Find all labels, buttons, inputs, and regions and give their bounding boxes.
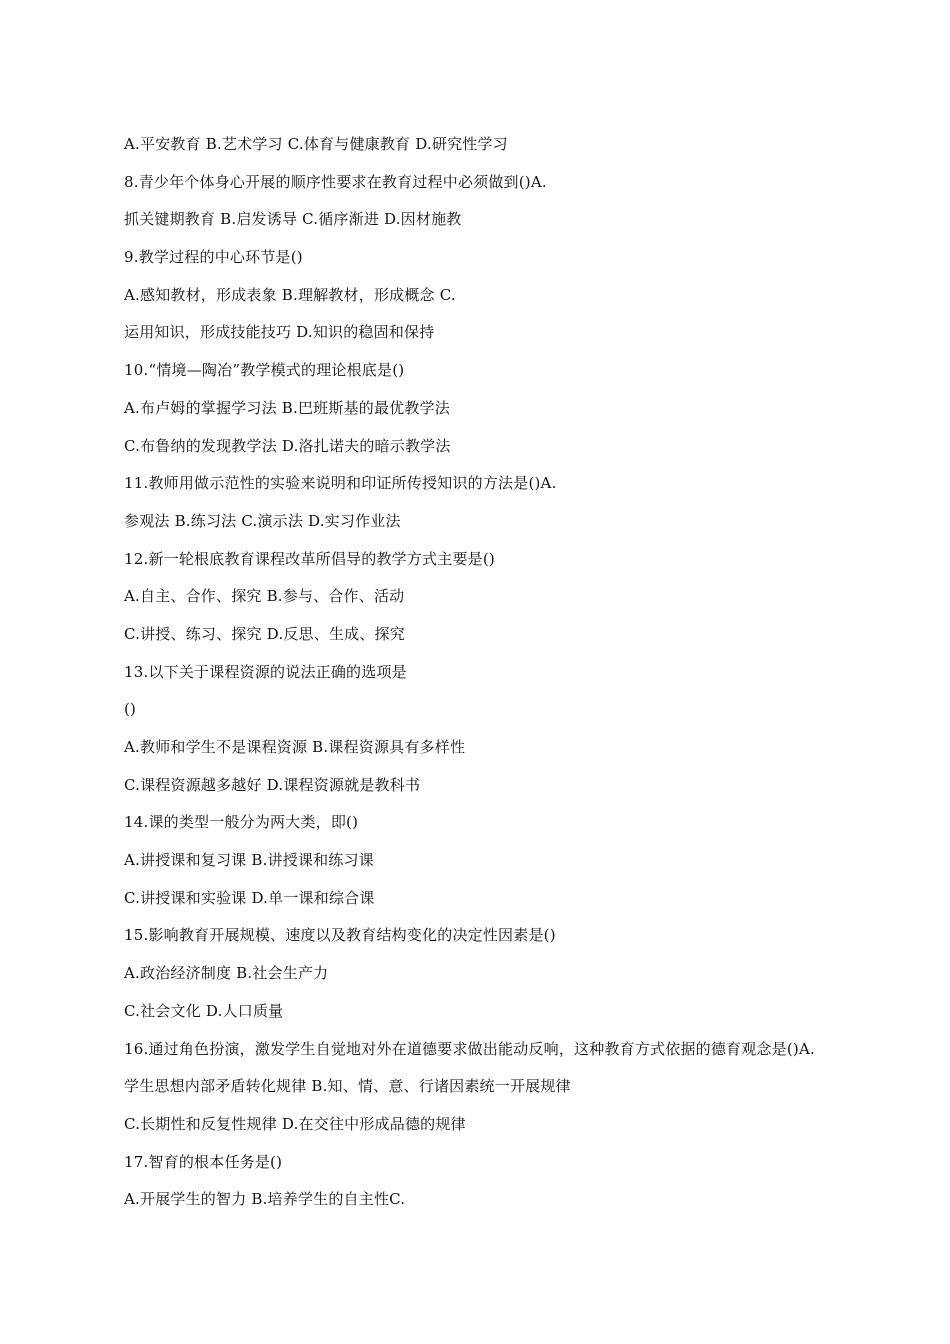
question-16: 16.通过角色扮演，激发学生自觉地对外在道德要求做出能动反响，这种教育方式依据的德育观念是()A. bbox=[124, 1039, 815, 1058]
text-line: A.自主、合作、探究 B.参与、合作、活动 bbox=[124, 587, 405, 606]
text-line: 抓关键期教育 B.启发诱导 C.循序渐进 D.因材施教 bbox=[124, 210, 462, 229]
text-line: A.平安教育 B.艺术学习 C.体育与健康教育 D.研究性学习 bbox=[124, 135, 508, 153]
text-line: C.长期性和反复性规律 D.在交往中形成品德的规律 bbox=[124, 1114, 466, 1133]
question-14: 14.课的类型一般分为两大类，即() bbox=[124, 813, 359, 832]
text-line: C.课程资源越多越好 D.课程资源就是教科书 bbox=[124, 775, 421, 794]
question-17: 17.智育的根本任务是() bbox=[124, 1152, 283, 1171]
text-line: C.讲授、练习、探究 D.反思、生成、探究 bbox=[124, 624, 405, 643]
text-line: A.开展学生的智力 B.培养学生的自主性C. bbox=[124, 1190, 406, 1209]
text-line: C.社会文化 D.人口质量 bbox=[124, 1001, 284, 1020]
text-line: () bbox=[124, 700, 137, 719]
text-line: C.讲授课和实验课 D.单一课和综合课 bbox=[124, 888, 375, 907]
text-line: A.政治经济制度 B.社会生产力 bbox=[124, 964, 329, 983]
text-line: A.感知教材，形成表象 B.理解教材，形成概念 C. bbox=[124, 285, 456, 304]
text-line: 运用知识，形成技能技巧 D.知识的稳固和保持 bbox=[124, 323, 435, 342]
document-body bbox=[124, 131, 904, 1224]
text-line: 学生思想内部矛盾转化规律 B.知、情、意、行诸因素统一开展规律 bbox=[124, 1077, 571, 1096]
question-13: 13.以下关于课程资源的说法正确的选项是 bbox=[124, 662, 407, 681]
text-line: A.布卢姆的掌握学习法 B.巴班斯基的最优教学法 bbox=[124, 398, 450, 417]
text-line: C.布鲁纳的发现教学法 D.洛扎诺夫的暗示教学法 bbox=[124, 436, 451, 455]
question-12: 12.新一轮根底教育课程改革所倡导的教学方式主要是() bbox=[124, 549, 495, 568]
question-15: 15.影响教育开展规模、速度以及教育结构变化的决定性因素是() bbox=[124, 926, 556, 945]
text-line: A.教师和学生不是课程资源 B.课程资源具有多样性 bbox=[124, 738, 466, 756]
text-line: A.讲授课和复习课 B.讲授课和练习课 bbox=[124, 851, 374, 870]
question-9: 9.教学过程的中心环节是() bbox=[124, 248, 303, 267]
question-10: 10.“情境—陶冶”教学模式的理论根底是() bbox=[124, 361, 405, 380]
text-line: 参观法 B.练习法 C.演示法 D.实习作业法 bbox=[124, 511, 401, 530]
question-8: 8.青少年个体身心开展的顺序性要求在教育过程中必须做到()A. bbox=[124, 172, 547, 191]
question-11: 11.教师用做示范性的实验来说明和印证所传授知识的方法是()A. bbox=[124, 474, 557, 493]
